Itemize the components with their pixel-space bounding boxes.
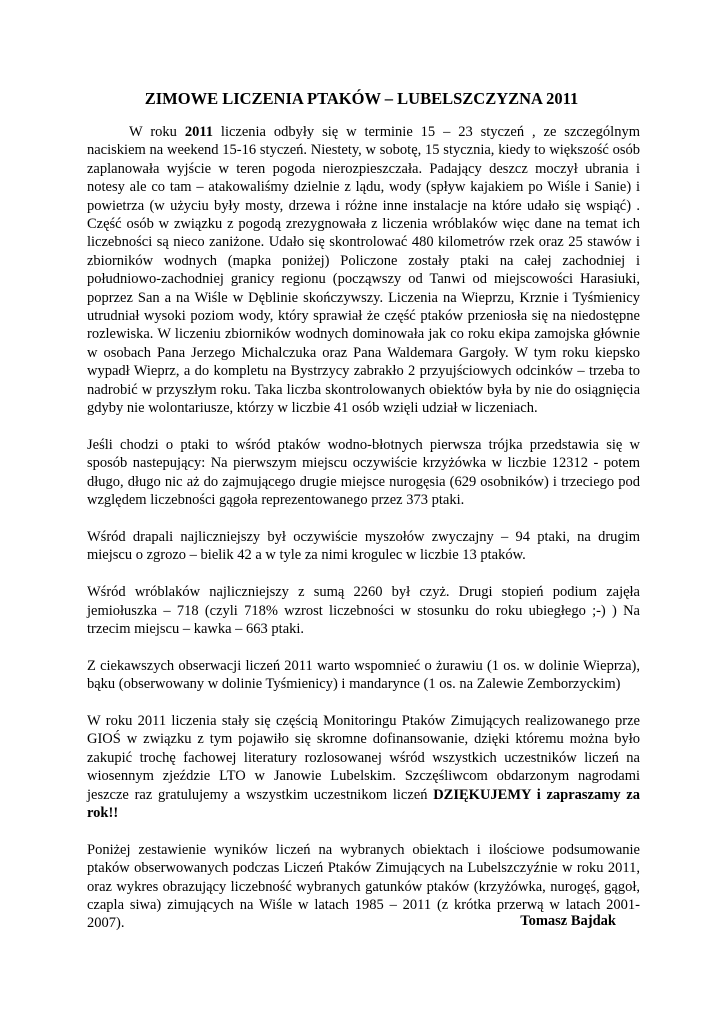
thanks-text: DZIĘKUJEMY i zapraszamy za rok!! [87,786,640,821]
paragraph-summary: Poniżej zestawienie wyników liczeń na wybranych obiektach i ilościowe podsumowanie ptaków obserwowanych podczas Liczeń Ptaków Zimujących na Lubelszczyźnie w roku 2011, oraz wykres obrazujący liczebność wybranych gatunków ptaków (krzyżówka, nurogęś, gągoł, czapla siwa) zimujących na Wiśle w latach 1985 – 2011 (z krótka przerwą w latach 2001-2007). [87,841,640,932]
article-body [87,123,640,951]
paragraph-raptors: Wśród drapali najliczniejszy był oczywiście myszołów zwyczajny – 94 ptaki, na drugim miejscu o zgrozo – bielik 42 a w tyle za nimi krogulec w liczbie 13 ptaków. [87,528,640,564]
paragraph-waterbirds: Jeśli chodzi o ptaki to wśród ptaków wodno-błotnych pierwsza trójka przedstawia się w sposób nastepujący: Na pierwszym miejscu oczywiście krzyżówka w liczbie 12312 - potem długo, długo nic aż do zajmującego drugie miejsce nurogęsia (629 osobników) i trzeciego pod względem liczebności gągoła reprezentowanego przez 373 ptaki. [87,436,640,509]
paragraph-passerines: Wśród wróblaków najliczniejszy z sumą 2260 był czyż. Drugi stopień podium zajęła jemiołuszka – 718 (czyli 718% wzrost liczebności w stosunku do roku ubiegłego ;-) ) Na trzecim miejscu – kawka – 663 ptaki. [87,584,640,637]
monitoring-text: W roku 2011 liczenia stały się częścią Monitoringu Ptaków Zimujących realizowanego prze GIOŚ w związku z tym pojawiło się skromne dofinansowanie, dzięki któremu można było zakupić trochę fachowej literatury rozlosowanej wśród wszystkich uczestników liczeń na wiosennym zjeździe LTO w Janowie Lubelskim. Szczęśliwcom obdarzonym nagrodami jeszcze raz gratulujemy a wszystkim uczestnikom liczeń [87,712,640,803]
intro-year: 2011 [184,124,214,140]
intro-text-rest: liczenia odbyły się w terminie 15 – 23 styczeń , ze szczególnym naciskiem na weekend 15-16 styczeń. Niestety, w sobotę, 15 stycznia, kiedy to większość osób zaplanowała wyjście w teren pogoda nierozpieszczała. Padający deszcz moczył ubrania i notesy ale co tam – atakowaliśmy dzielnie z lądu, wody (spływ kajakiem po Wiśle i Sanie) i powietrza (w użyciu były mosty, drzewa i różne inne instalacje na które udało się wspiąć) . Część osób w związku z pogodą zrezygnowała z liczenia wróblaków więc dane na temat ich liczebności są nieco zaniżone. Udało się skontrolować 480 kilometrów rzek oraz 25 stawów i zbiorników wodnych (mapka poniżej) Policzone zostały ptaki na całej zachodniej i południowo-zachodniej granicy regionu (począwszy od Tanwi od miejscowości Harasiuki, poprzez San a na Wiśle w Dęblinie skończywszy. Liczenia na Wieprzu, Krznie i Tyśmienicy utrudniał wysoki poziom wody, który sprawiał że część ptaków przeniosła się na niedostępne rozlewiska. W liczeniu zbiorników wodnych dominowała jak co roku ekipa zamojska głównie w osobach Pana Jerzego Michalczuka oraz Pana Waldemara Gargoły. W tym roku kiepsko wypadł Wieprz, a do kompletu na Bystrzycy zabrakło 2 przyujściowych odcinków – trzeba to nadrobić w przyszłym roku. Taka liczba skontrolowanych obiektów była by nie do osiągnięcia gdyby nie wolontariusze, którzy w liczbie 41 osób wzięli udział w liczeniach. [87,124,640,417]
paragraph-observations: Z ciekawszych obserwacji liczeń 2011 warto wspomnieć o żurawiu (1 os. w dolinie Wieprza), bąku (obserwowany w dolinie Tyśmienicy) i mandarynce (1 os. na Zalewie Zemborzyckim) [87,657,640,693]
page-title: ZIMOWE LICZENIA PTAKÓW – LUBELSZCZYZNA 2011 [144,89,579,108]
paragraph-monitoring [87,712,640,822]
author-signature: Tomasz Bajdak [520,913,616,929]
paragraph-intro [87,123,640,418]
intro-text-start: W roku [129,124,185,140]
